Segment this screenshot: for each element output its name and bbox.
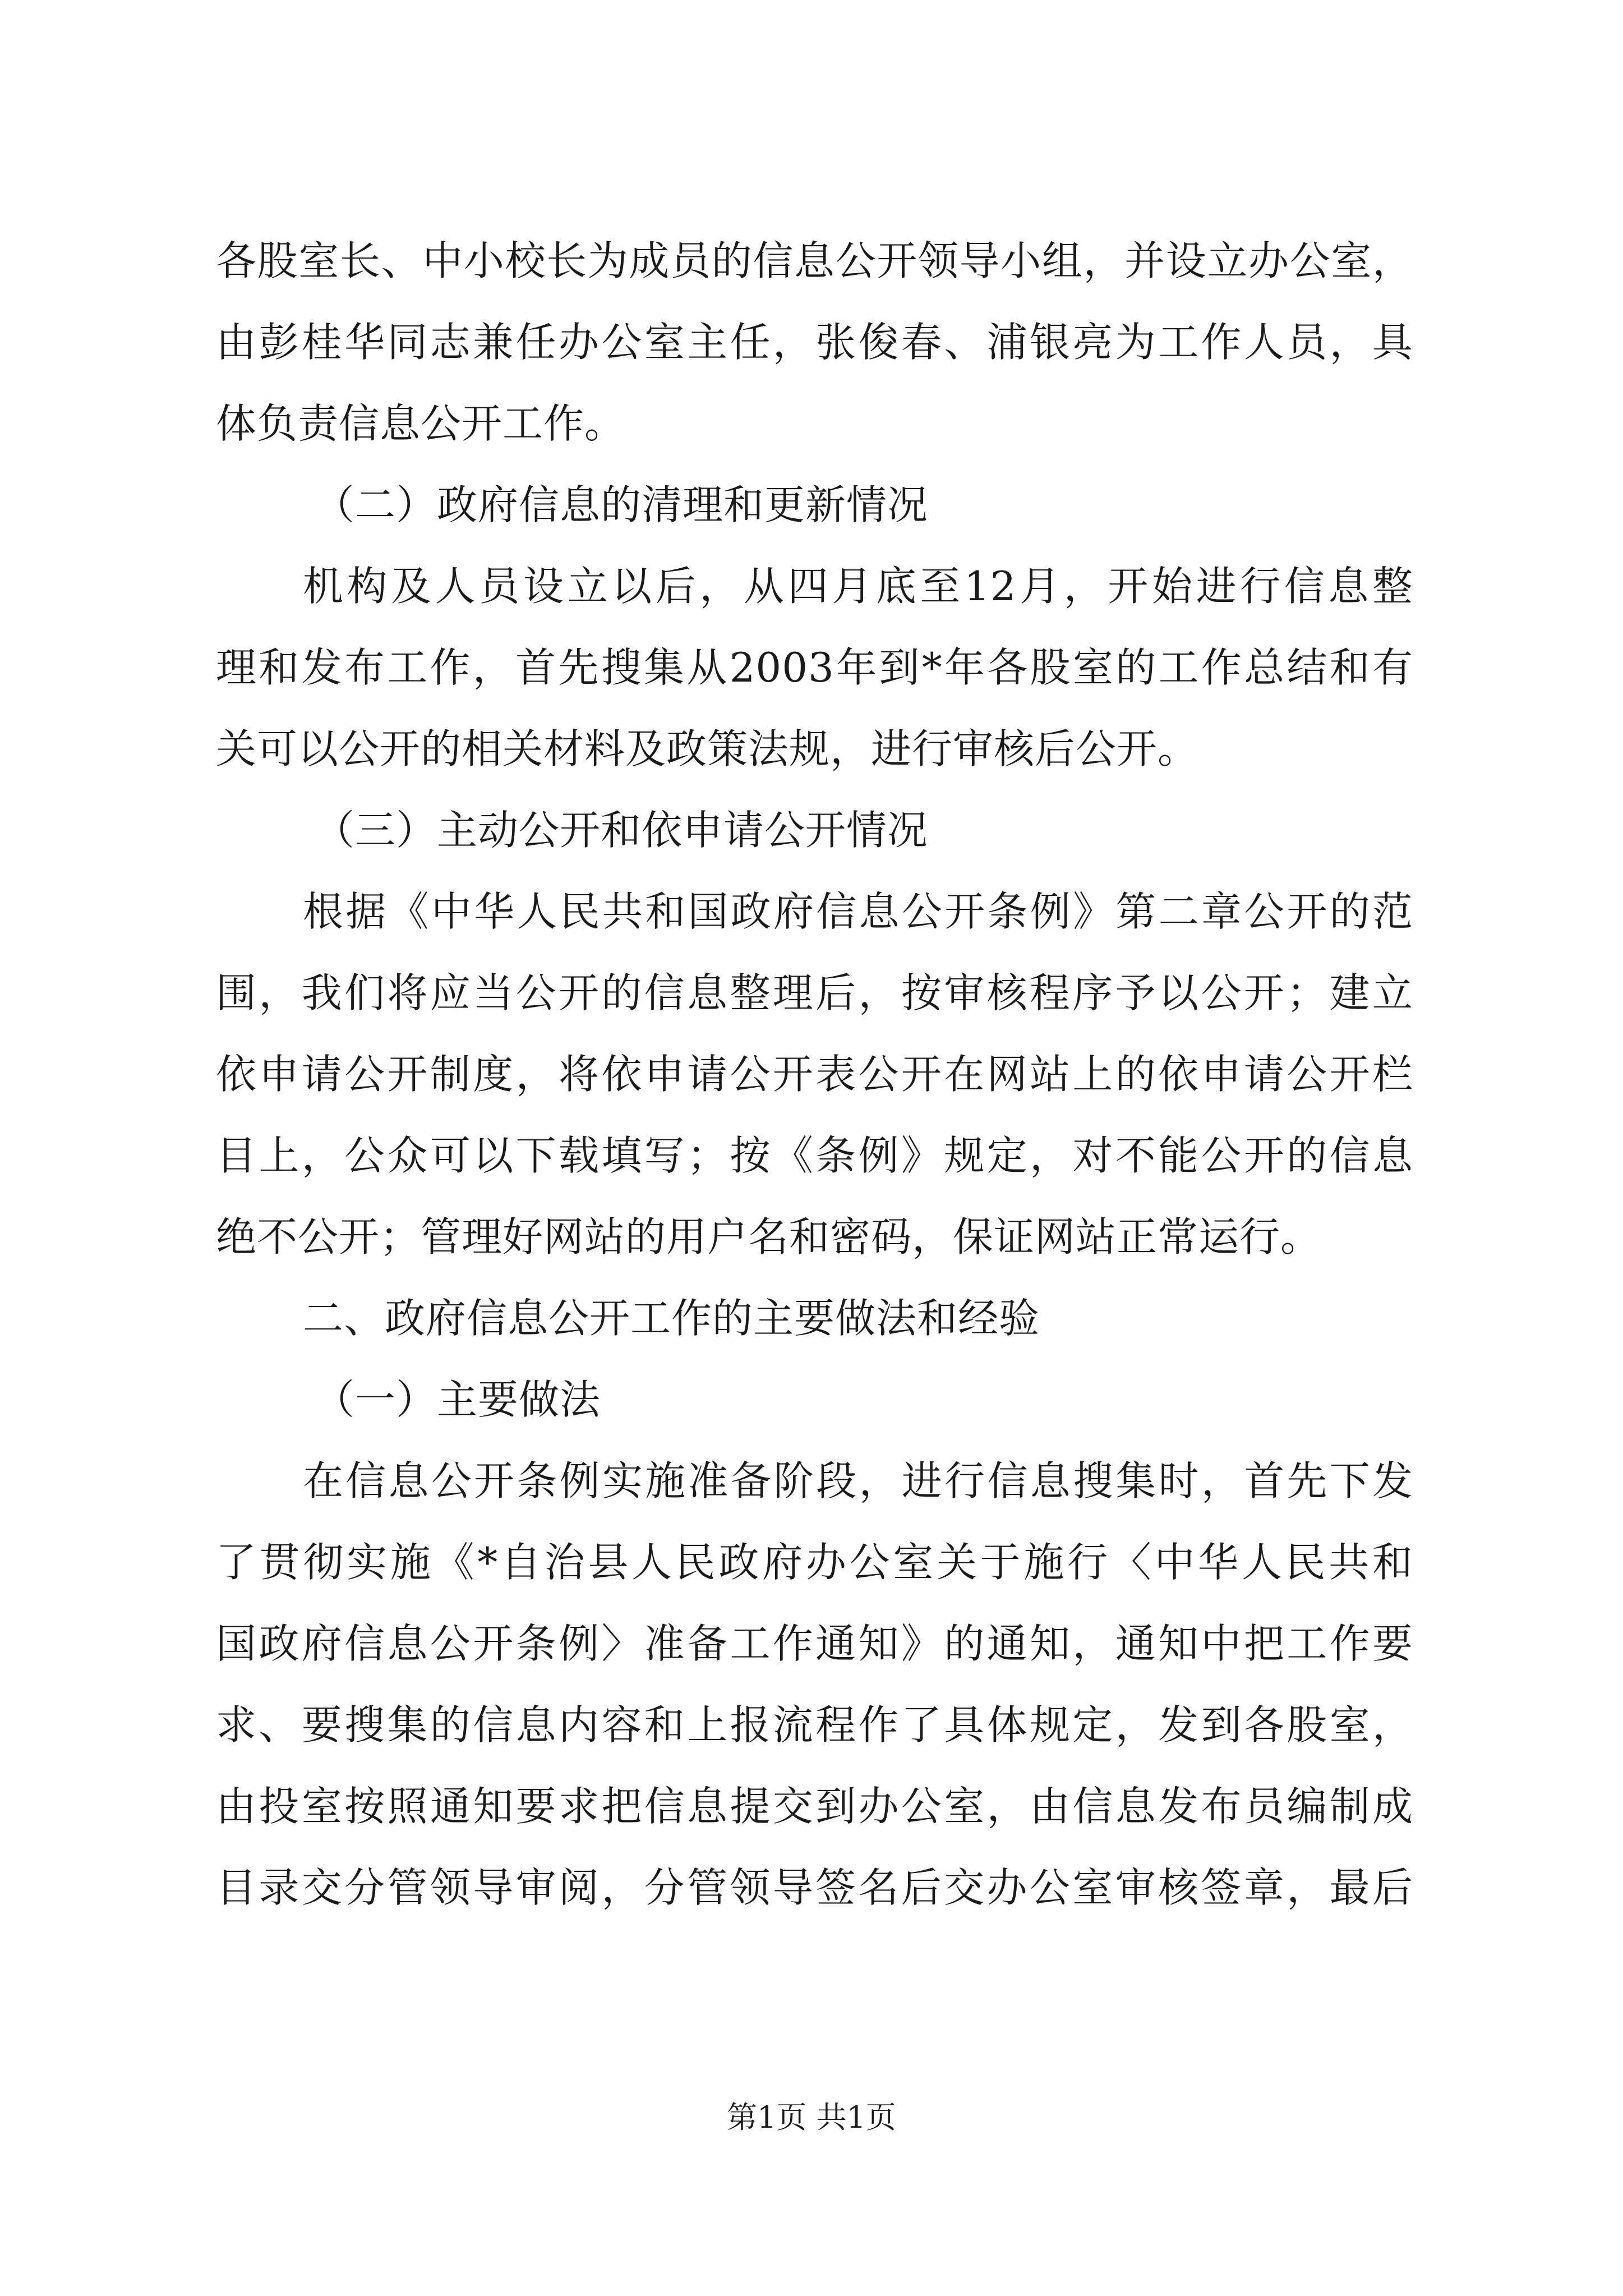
body-line-20: 由投室按照通知要求把信息提交到办公室，由信息发布员编制成 — [216, 1783, 1413, 1830]
body-line-5: 机构及人员设立以后，从四月底至12月，开始进行信息整 — [303, 563, 1413, 610]
body-line-18: 国政府信息公开条例〉准备工作通知》的通知，通知中把工作要 — [216, 1620, 1413, 1667]
body-line-7: 关可以公开的相关材料及政策法规，进行审核后公开。 — [216, 725, 1199, 772]
body-line-1: 各股室长、中小校长为成员的信息公开领导小组，并设立办公室， — [216, 237, 1413, 284]
body-line-6: 理和发布工作，首先搜集从2003年到*年各股室的工作总结和有 — [216, 644, 1413, 691]
body-line-13: 绝不公开；管理好网站的用户名和密码，保证网站正常运行。 — [216, 1213, 1322, 1260]
section-heading-2: （二）政府信息的清理和更新情况 — [314, 481, 929, 528]
body-line-9: 根据《中华人民共和国政府信息公开条例》第二章公开的范 — [303, 888, 1413, 935]
body-line-12: 目上，公众可以下载填写；按《条例》规定，对不能公开的信息 — [216, 1132, 1413, 1179]
body-line-11: 依申请公开制度，将依申请公开表公开在网站上的依申请公开栏 — [216, 1051, 1413, 1098]
body-line-3: 体负责信息公开工作。 — [216, 400, 626, 447]
body-line-16: 在信息公开条例实施准备阶段，进行信息搜集时，首先下发 — [303, 1457, 1413, 1504]
chapter-heading-2: 二、政府信息公开工作的主要做法和经验 — [303, 1295, 1040, 1342]
body-line-10: 围，我们将应当公开的信息整理后，按审核程序予以公开；建立 — [216, 969, 1413, 1016]
section-heading-3: （三）主动公开和依申请公开情况 — [314, 807, 929, 854]
body-line-21: 目录交分管领导审阅，分管领导签名后交办公室审核签章，最后 — [216, 1864, 1413, 1911]
body-line-2: 由彭桂华同志兼任办公室主任，张俊春、浦银亮为工作人员，具 — [216, 319, 1413, 366]
body-line-19: 求、要搜集的信息内容和上报流程作了具体规定，发到各股室， — [216, 1701, 1413, 1749]
body-line-17: 了贯彻实施《*自治县人民政府办公室关于施行〈中华人民共和 — [216, 1539, 1413, 1586]
page-number-footer: 第1页 共1页 — [727, 2100, 896, 2135]
section-heading-main-practices: （一）主要做法 — [314, 1376, 601, 1423]
